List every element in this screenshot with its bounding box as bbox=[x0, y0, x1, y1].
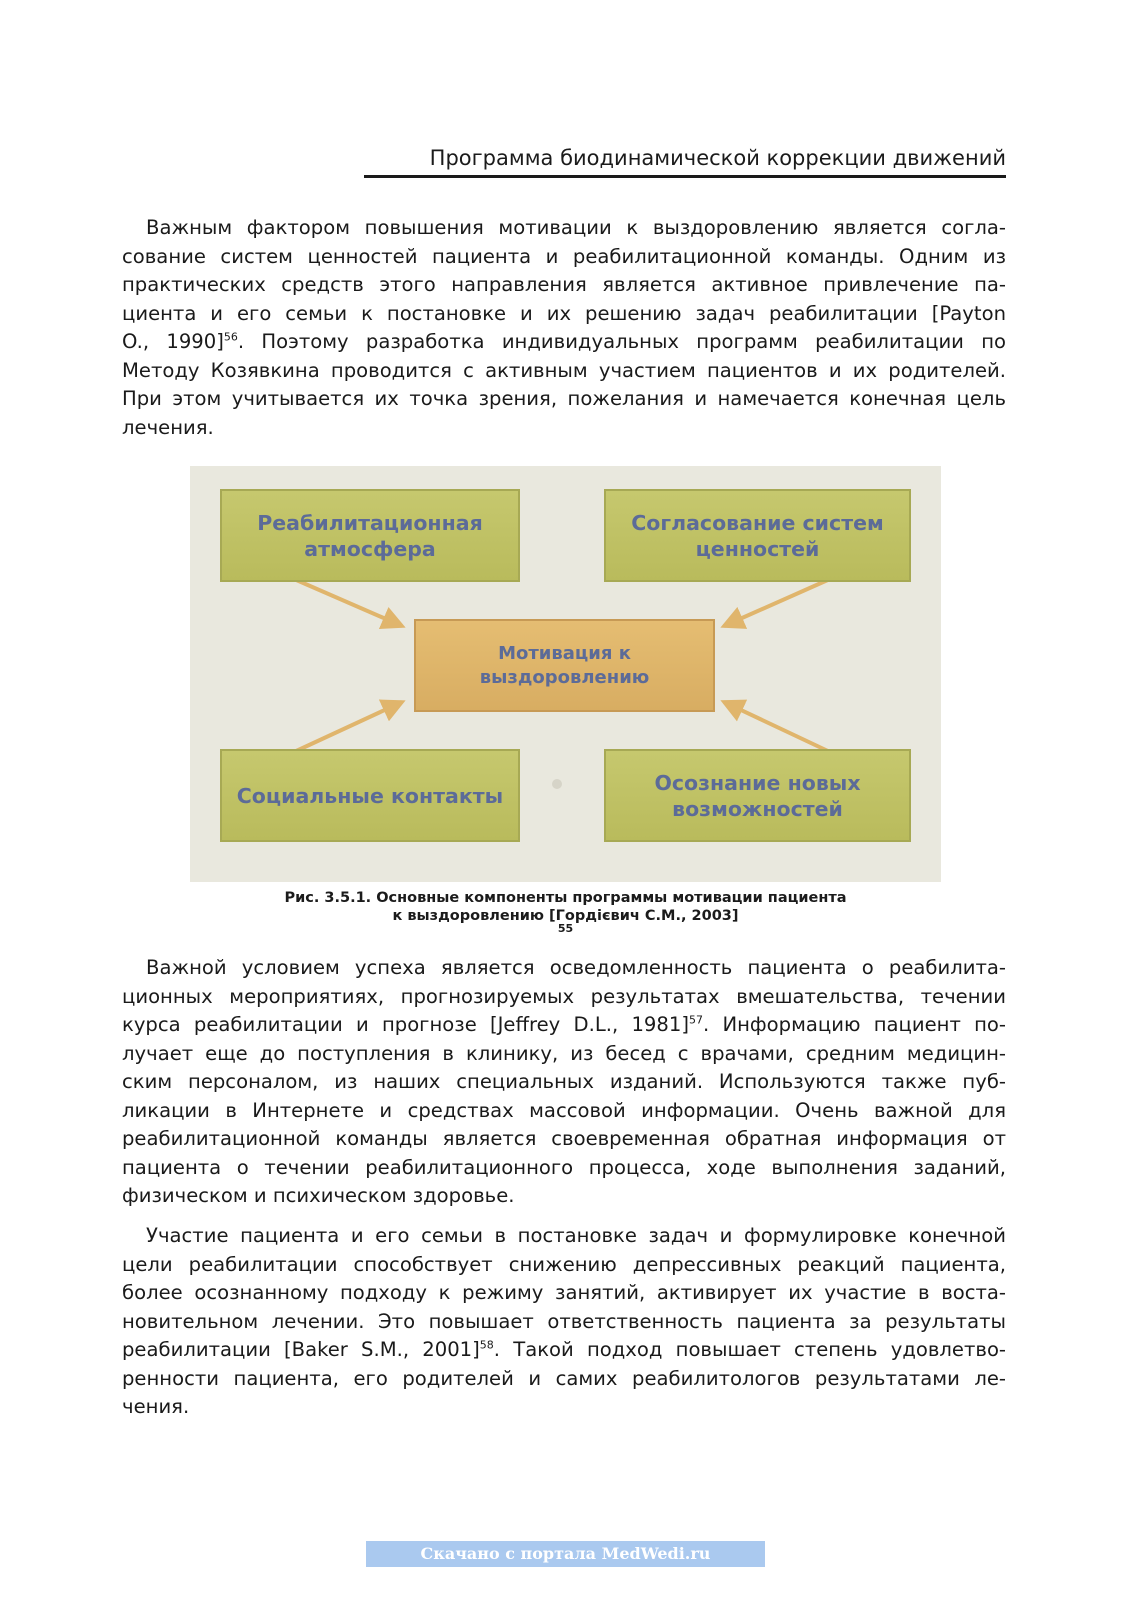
text-line: чения. bbox=[122, 1395, 190, 1418]
arrow-bottom-right bbox=[724, 702, 830, 752]
reference-number: 55 bbox=[557, 922, 574, 936]
text-fragment: . Поэтому разработка индивидуальных программ реабилитации по bbox=[237, 330, 1006, 353]
header-rule bbox=[364, 175, 1006, 178]
text-fragment: . Информацию пациент по- bbox=[702, 1013, 1006, 1036]
text-line: реабилитационной команды является своевременная обратная информация от bbox=[122, 1127, 1006, 1150]
arrow-top-left bbox=[294, 579, 402, 626]
text-line: ликации в Интернете и средствах массовой информации. Очень важной для bbox=[122, 1098, 1006, 1122]
box-new-opportunities: Осознание новых возможностей bbox=[604, 749, 911, 842]
text-line: более осознанному подходу к режиму занятий, активирует их участие в воста- bbox=[122, 1281, 1006, 1304]
text-line: Участие пациента и его семьи в постановке задач и формулировке конечной bbox=[146, 1224, 1006, 1247]
text-line: практических средств этого направления является активное привлечение па- bbox=[122, 273, 1006, 296]
text-line bbox=[122, 1336, 1006, 1365]
text-line: Методу Козявкина проводится с активным участием пациентов и их родителей. bbox=[122, 358, 1006, 382]
text-line bbox=[122, 1011, 1006, 1040]
text-line: сование систем ценностей пациента и реабилитационной команды. Одним из bbox=[122, 244, 1006, 268]
arrow-bottom-left bbox=[294, 702, 402, 752]
reference-number: 56 bbox=[223, 330, 238, 344]
caption-line: Рис. 3.5.1. Основные компоненты программы мотивации пациента bbox=[284, 890, 847, 906]
motivation-diagram bbox=[190, 466, 941, 882]
text-line: лечения. bbox=[122, 415, 214, 439]
text-line: Важной условием успеха является осведомленность пациента о реабилита- bbox=[146, 956, 1006, 979]
text-fragment: реабилитации [Baker S.M., 2001] bbox=[122, 1338, 480, 1361]
box-motivation: Мотивация к выздоровлению bbox=[414, 619, 715, 712]
text-line: циента и его семьи к постановке и их решению задач реабилитации [Payton bbox=[122, 301, 1006, 325]
text-line: цели реабилитации способствует снижению депрессивных реакций пациента, bbox=[122, 1252, 1006, 1276]
decorative-dot bbox=[552, 779, 562, 789]
download-watermark: Скачано с портала MedWedi.ru bbox=[366, 1541, 765, 1567]
text-fragment: курса реабилитации и прогнозе [Jeffrey D.L., 1981] bbox=[122, 1013, 689, 1036]
caption-fragment: к выздоровлению [Гордієвич С.М., 2003] bbox=[392, 908, 739, 924]
text-line: пациента о течении реабилитационного процесса, ходе выполнения заданий, bbox=[122, 1155, 1006, 1179]
text-line: лучает еще до поступления в клинику, из бесед с врачами, средним медицин- bbox=[122, 1041, 1006, 1065]
text-line bbox=[122, 328, 1006, 357]
text-line: При этом учитывается их точка зрения, пожелания и намечается конечная цель bbox=[122, 387, 1006, 410]
running-title: Программа биодинамической коррекции движений bbox=[429, 146, 1006, 170]
caption-line bbox=[190, 907, 941, 943]
paragraph-1 bbox=[122, 214, 1006, 442]
box-social-contacts: Социальные контакты bbox=[220, 749, 520, 842]
box-value-alignment: Согласование систем ценностей bbox=[604, 489, 911, 582]
reference-number: 57 bbox=[688, 1013, 703, 1027]
box-rehab-atmosphere: Реабилитационная атмосфера bbox=[220, 489, 520, 582]
text-fragment: O., 1990] bbox=[122, 330, 224, 353]
paragraph-3 bbox=[122, 1222, 1006, 1422]
text-fragment: . Такой подход повышает степень удовлетво- bbox=[493, 1338, 1006, 1361]
text-line: ренности пациента, его родителей и самих реабилитологов результатами ле- bbox=[122, 1366, 1006, 1390]
arrow-top-right bbox=[724, 579, 830, 626]
text-line: физическом и психическом здоровье. bbox=[122, 1184, 515, 1207]
text-line: Важным фактором повышения мотивации к выздоровлению является согла- bbox=[146, 216, 1006, 239]
paragraph-2 bbox=[122, 954, 1006, 1211]
figure-caption bbox=[190, 889, 941, 943]
text-line: ционных мероприятиях, прогнозируемых результатах вмешательства, течении bbox=[122, 984, 1006, 1008]
text-line: новительном лечении. Это повышает ответственность пациента за результаты bbox=[122, 1309, 1006, 1333]
text-line: ским персоналом, из наших специальных изданий. Используются также пуб- bbox=[122, 1070, 1006, 1093]
reference-number: 58 bbox=[479, 1338, 494, 1352]
